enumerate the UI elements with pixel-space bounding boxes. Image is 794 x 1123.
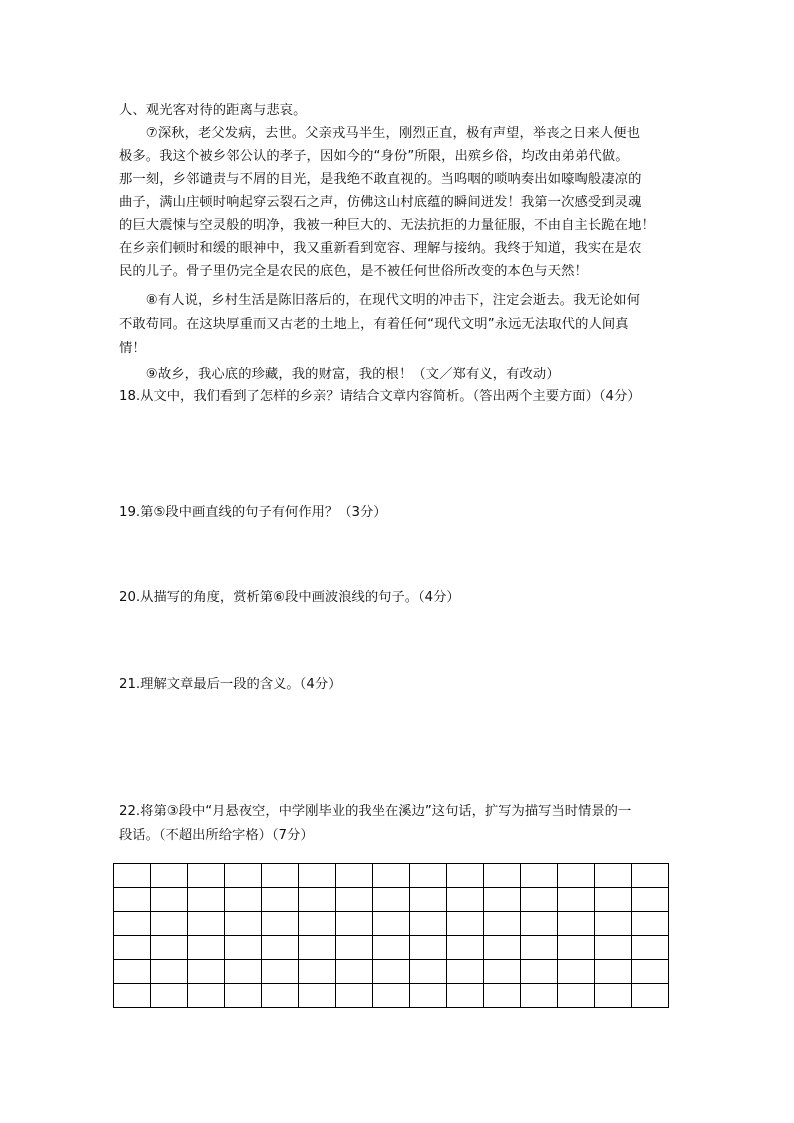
passage-line: 曲子，满山庄顿时响起穿云裂石之声，仿佛这山村底蕴的瞬间迸发！我第一次感受到灵魂	[119, 195, 642, 210]
grid-cell[interactable]	[521, 936, 558, 960]
grid-cell[interactable]	[447, 864, 484, 888]
grid-cell[interactable]	[521, 984, 558, 1008]
grid-cell[interactable]	[558, 984, 595, 1008]
grid-cell[interactable]	[558, 936, 595, 960]
grid-cell[interactable]	[299, 960, 336, 984]
grid-cell[interactable]	[262, 888, 299, 912]
grid-cell[interactable]	[632, 888, 669, 912]
grid-cell[interactable]	[299, 864, 336, 888]
grid-cell[interactable]	[484, 984, 521, 1008]
grid-cell[interactable]	[447, 888, 484, 912]
grid-cell[interactable]	[410, 960, 447, 984]
passage-line: ⑨故乡，我心底的珍藏，我的财富，我的根！（文／郑有义，有改动）	[119, 367, 560, 382]
grid-cell[interactable]	[595, 864, 632, 888]
grid-cell[interactable]	[373, 960, 410, 984]
passage-line: ⑧有人说，乡村生活是陈旧落后的，在现代文明的冲击下，注定会逝去。我无论如何	[119, 293, 641, 308]
passage-line: 情！	[119, 341, 146, 356]
grid-cell[interactable]	[484, 888, 521, 912]
grid-cell[interactable]	[373, 888, 410, 912]
grid-cell[interactable]	[114, 960, 151, 984]
grid-cell[interactable]	[299, 888, 336, 912]
grid-cell[interactable]	[151, 864, 188, 888]
passage-line: ⑦深秋，老父发病，去世。父亲戎马半生，刚烈正直，极有声望，举丧之日来人便也	[119, 126, 641, 141]
grid-cell[interactable]	[632, 936, 669, 960]
grid-cell[interactable]	[262, 936, 299, 960]
grid-cell[interactable]	[447, 984, 484, 1008]
grid-cell[interactable]	[299, 936, 336, 960]
grid-cell[interactable]	[114, 936, 151, 960]
grid-row	[114, 888, 669, 912]
grid-cell[interactable]	[373, 984, 410, 1008]
grid-cell[interactable]	[262, 912, 299, 936]
grid-cell[interactable]	[410, 864, 447, 888]
grid-row	[114, 864, 669, 888]
grid-cell[interactable]	[151, 960, 188, 984]
grid-cell[interactable]	[558, 912, 595, 936]
grid-cell[interactable]	[595, 888, 632, 912]
grid-cell[interactable]	[447, 936, 484, 960]
grid-cell[interactable]	[114, 912, 151, 936]
grid-cell[interactable]	[410, 888, 447, 912]
grid-cell[interactable]	[484, 864, 521, 888]
grid-cell[interactable]	[188, 888, 225, 912]
grid-cell[interactable]	[558, 864, 595, 888]
grid-cell[interactable]	[336, 984, 373, 1008]
grid-row	[114, 960, 669, 984]
grid-cell[interactable]	[447, 960, 484, 984]
grid-cell[interactable]	[336, 936, 373, 960]
grid-cell[interactable]	[225, 864, 262, 888]
grid-row	[114, 912, 669, 936]
grid-cell[interactable]	[225, 936, 262, 960]
passage-line: 极多。我这个被乡邻公认的孝子，因如今的“身份”所限，出殡乡俗，均改由弟弟代做。	[119, 149, 629, 164]
grid-cell[interactable]	[225, 888, 262, 912]
passage-line: 的巨大震悚与空灵般的明净，我被一种巨大的、无法抗拒的力量征服，不由自主长跪在地！	[119, 218, 655, 233]
question-22-continued: 段话。（不超出所给字格）（7分）	[119, 828, 314, 843]
grid-cell[interactable]	[632, 864, 669, 888]
grid-row	[114, 984, 669, 1008]
grid-cell[interactable]	[225, 960, 262, 984]
grid-cell[interactable]	[595, 984, 632, 1008]
grid-cell[interactable]	[151, 936, 188, 960]
grid-cell[interactable]	[595, 912, 632, 936]
passage-line: 人、观光客对待的距离与悲哀。	[119, 103, 307, 118]
grid-cell[interactable]	[595, 936, 632, 960]
grid-cell[interactable]	[410, 936, 447, 960]
grid-cell[interactable]	[114, 984, 151, 1008]
grid-cell[interactable]	[225, 984, 262, 1008]
grid-cell[interactable]	[188, 936, 225, 960]
question-22: 22.将第③段中“月悬夜空，中学刚毕业的我坐在溪边”这句话，扩写为描写当时情景的一	[119, 804, 632, 819]
grid-cell[interactable]	[410, 912, 447, 936]
grid-cell[interactable]	[336, 864, 373, 888]
question-21: 21.理解文章最后一段的含义。（4分）	[119, 677, 342, 692]
grid-cell[interactable]	[188, 912, 225, 936]
grid-cell[interactable]	[114, 888, 151, 912]
question-20: 20.从描写的角度，赏析第⑥段中画波浪线的句子。（4分）	[119, 590, 460, 605]
grid-cell[interactable]	[373, 864, 410, 888]
passage-line: 那一刻，乡邻谴责与不屑的目光，是我绝不敢直视的。当呜咽的唢呐奏出如嚎啕般凄凉的	[119, 172, 642, 187]
grid-cell[interactable]	[521, 864, 558, 888]
grid-cell[interactable]	[595, 960, 632, 984]
grid-cell[interactable]	[188, 864, 225, 888]
grid-cell[interactable]	[632, 984, 669, 1008]
passage-line: 不敢苟同。在这块厚重而又古老的土地上，有着任何“现代文明”永远无法取代的人间真	[119, 317, 629, 332]
grid-cell[interactable]	[151, 984, 188, 1008]
grid-cell[interactable]	[410, 984, 447, 1008]
grid-cell[interactable]	[336, 912, 373, 936]
grid-cell[interactable]	[262, 960, 299, 984]
grid-cell[interactable]	[188, 960, 225, 984]
grid-cell[interactable]	[484, 912, 521, 936]
grid-cell[interactable]	[336, 960, 373, 984]
question-18: 18.从文中，我们看到了怎样的乡亲？请结合文章内容简析。（答出两个主要方面）（4分）	[119, 389, 641, 404]
grid-cell[interactable]	[225, 912, 262, 936]
grid-cell[interactable]	[558, 888, 595, 912]
grid-cell[interactable]	[373, 912, 410, 936]
grid-cell[interactable]	[632, 960, 669, 984]
grid-cell[interactable]	[521, 960, 558, 984]
question-19: 19.第⑤段中画直线的句子有何作用？（3分）	[119, 505, 387, 520]
grid-cell[interactable]	[484, 960, 521, 984]
grid-cell[interactable]	[188, 984, 225, 1008]
grid-cell[interactable]	[262, 864, 299, 888]
passage-line: 民的儿子。骨子里仍完全是农民的底色，是不被任何世俗所改变的本色与天然！	[119, 264, 588, 279]
grid-cell[interactable]	[299, 912, 336, 936]
passage-line: 在乡亲们顿时和缓的眼神中，我又重新看到宽容、理解与接纳。我终于知道，我实在是农	[119, 241, 642, 256]
grid-cell[interactable]	[558, 960, 595, 984]
grid-cell[interactable]	[484, 936, 521, 960]
grid-cell[interactable]	[447, 912, 484, 936]
answer-grid[interactable]	[113, 863, 669, 1008]
grid-cell[interactable]	[521, 912, 558, 936]
grid-cell[interactable]	[299, 984, 336, 1008]
grid-cell[interactable]	[151, 912, 188, 936]
grid-cell[interactable]	[521, 888, 558, 912]
grid-cell[interactable]	[632, 912, 669, 936]
grid-cell[interactable]	[336, 888, 373, 912]
grid-cell[interactable]	[151, 888, 188, 912]
grid-cell[interactable]	[373, 936, 410, 960]
grid-cell[interactable]	[114, 864, 151, 888]
grid-row	[114, 936, 669, 960]
grid-cell[interactable]	[262, 984, 299, 1008]
